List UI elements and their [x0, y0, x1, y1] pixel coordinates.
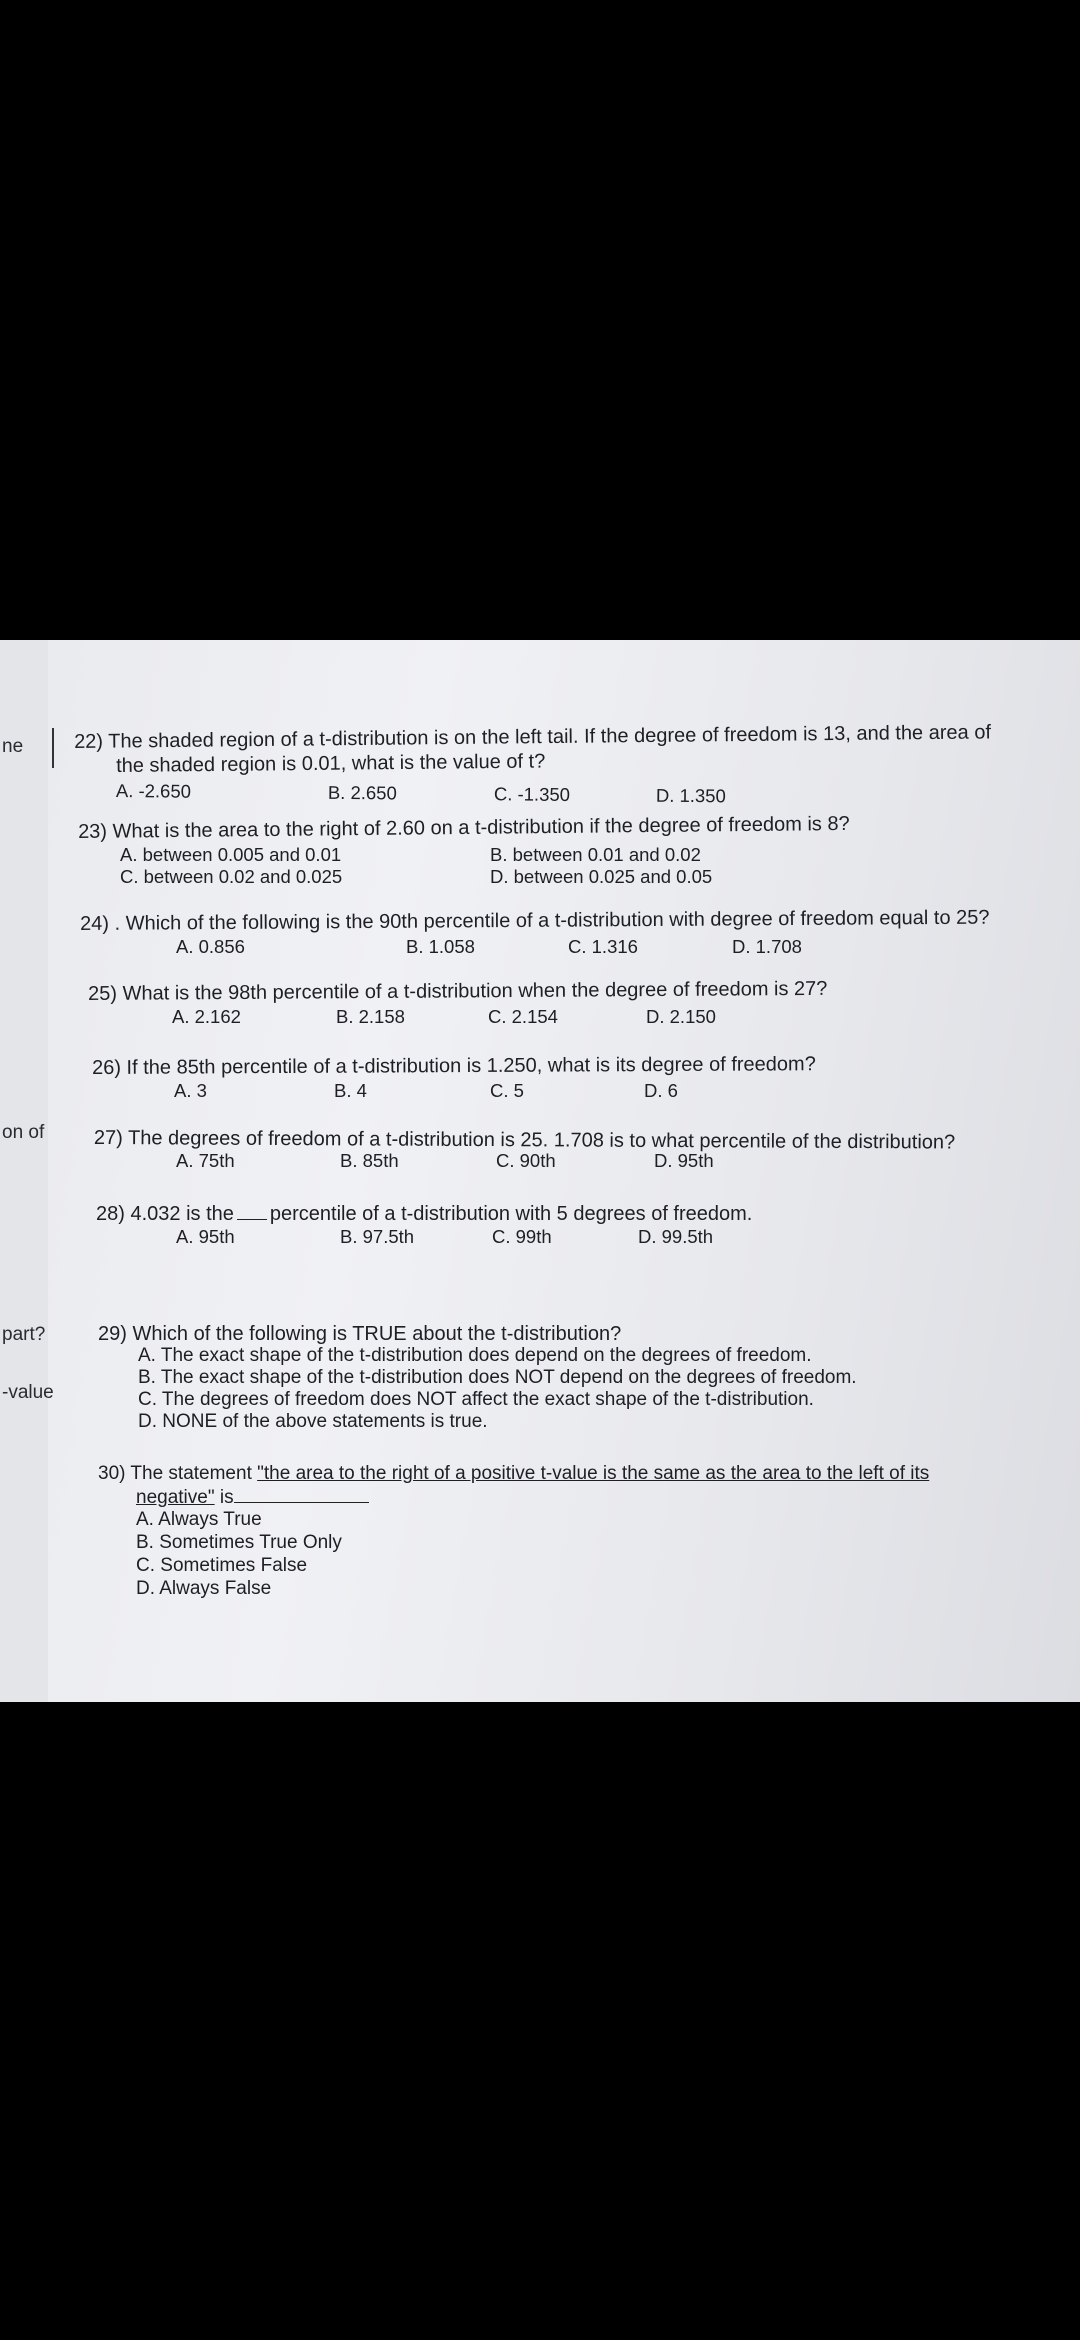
choice-d: D. between 0.025 and 0.05 — [490, 866, 713, 887]
choice-c: C. 1.316 — [568, 936, 638, 957]
question-25-text: 25) What is the 98th percentile of a t-distribution when the degree of freedom is 27? — [88, 977, 828, 1005]
choice-a: A. 0.856 — [176, 936, 245, 957]
question-30-quote: "the area to the right of a positive t-value is the same as the area to the left of its — [257, 1463, 930, 1484]
question-28-text — [96, 1202, 752, 1226]
choice-b: B. 2.158 — [336, 1006, 405, 1027]
choice-b: B. 1.058 — [406, 936, 475, 957]
question-22-text: 22) The shaded region of a t-distribution is on the left tail. If the degree of freedom is 13, and the area of — [74, 721, 992, 753]
question-28-text-pre: 28) 4.032 is the — [96, 1203, 234, 1225]
question-28-text-post: percentile of a t-distribution with 5 degrees of freedom. — [269, 1203, 753, 1225]
choice-b: B. 97.5th — [340, 1226, 415, 1247]
question-23-text: 23) What is the area to the right of 2.60 on a t-distribution if the degree of freedom is 8? — [78, 812, 850, 843]
left-page-strip — [0, 640, 48, 1702]
choice-a: A. between 0.005 and 0.01 — [120, 844, 342, 865]
margin-line — [52, 728, 54, 768]
choice-d: D. 99.5th — [638, 1226, 714, 1247]
choice-c: C. 99th — [492, 1226, 552, 1247]
choice-c: C. between 0.02 and 0.025 — [120, 866, 343, 887]
choice-a: A. 3 — [174, 1080, 207, 1101]
question-27-text: 27) The degrees of freedom of a t-distribution is 25. 1.708 is to what percentile of the distribution? — [93, 1127, 956, 1154]
choice-a: A. -2.650 — [115, 780, 192, 802]
choice-d: D. 2.150 — [646, 1006, 716, 1027]
question-30-quote-end: negative" — [136, 1487, 215, 1508]
choice-c: C. The degrees of freedom does NOT affect the exact shape of the t-distribution. — [138, 1389, 814, 1410]
choice-a: A. 75th — [176, 1150, 235, 1171]
choice-a: A. 2.162 — [172, 1006, 241, 1027]
choice-c: C. -1.350 — [493, 783, 571, 805]
question-24-text: 24) . Which of the following is the 90th percentile of a t-distribution with degree of freedom equal to 25? — [80, 906, 990, 935]
margin-fragment: ne — [2, 736, 24, 757]
choice-b: B. between 0.01 and 0.02 — [490, 844, 701, 865]
question-30-text-line2 — [136, 1486, 369, 1510]
choice-d: D. 95th — [654, 1150, 714, 1171]
choice-d: D. Always False — [136, 1578, 272, 1599]
answer-blank — [234, 1502, 369, 1503]
choice-c: C. 5 — [490, 1080, 524, 1101]
question-22-text-line2: the shaded region is 0.01, what is the value of t? — [116, 750, 546, 777]
choice-c: C. 90th — [496, 1150, 556, 1171]
question-30-text-pre: 30) The statement — [98, 1463, 252, 1484]
exam-paper — [0, 640, 1080, 1702]
choice-a: A. 95th — [176, 1226, 235, 1247]
choice-a: A. Always True — [136, 1509, 262, 1530]
answer-blank — [237, 1219, 267, 1220]
choice-a: A. The exact shape of the t-distribution does depend on the degrees of freedom. — [138, 1345, 812, 1366]
choice-b: B. 85th — [340, 1150, 399, 1171]
choice-b: B. 4 — [334, 1080, 367, 1101]
margin-fragment: on of — [2, 1122, 45, 1143]
margin-fragment: part? — [2, 1324, 46, 1345]
question-30-is: is — [219, 1487, 234, 1508]
choice-b: B. 2.650 — [327, 781, 397, 804]
question-22-choices — [115, 780, 836, 807]
choice-b: B. Sometimes True Only — [136, 1532, 342, 1553]
choice-d: D. 1.350 — [655, 784, 726, 807]
choice-d: D. 6 — [644, 1080, 678, 1101]
question-29-text: 29) Which of the following is TRUE about the t-distribution? — [98, 1323, 622, 1345]
choice-d: D. NONE of the above statements is true. — [138, 1411, 488, 1432]
choice-b: B. The exact shape of the t-distribution does NOT depend on the degrees of freedom. — [138, 1367, 857, 1388]
choice-c: C. 2.154 — [488, 1006, 558, 1027]
choice-d: D. 1.708 — [732, 936, 802, 957]
margin-fragment: -value — [2, 1382, 54, 1403]
question-26-text: 26) If the 85th percentile of a t-distribution is 1.250, what is its degree of freedom? — [92, 1053, 816, 1079]
question-30-text — [98, 1462, 929, 1486]
choice-c: C. Sometimes False — [136, 1555, 308, 1576]
